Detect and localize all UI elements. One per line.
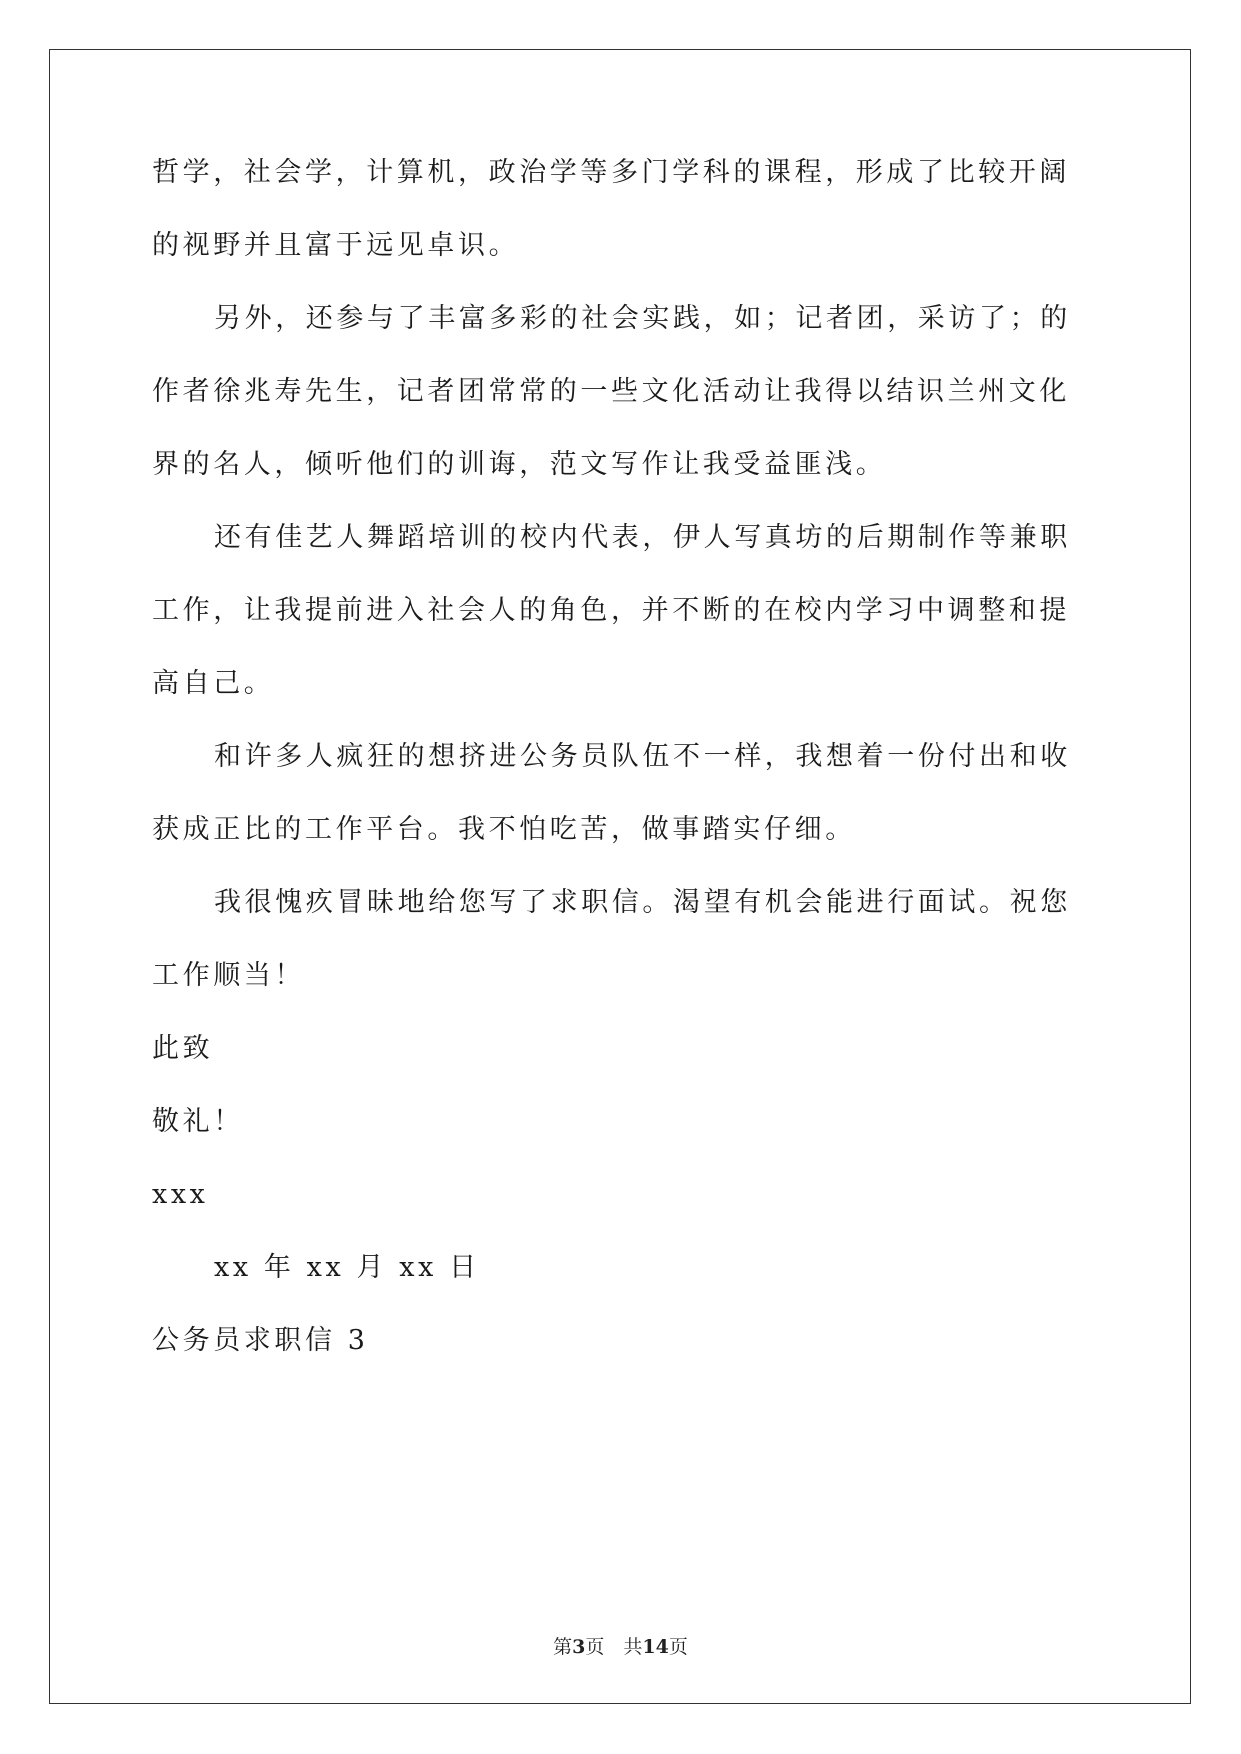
text-line: 还有佳艺人舞蹈培训的校内代表，伊人写真坊的后期制作等兼职 — [214, 522, 1071, 553]
page-footer — [0, 1632, 1241, 1659]
text-line: 工作，让我提前进入社会人的角色，并不断的在校内学习中调整和提 — [152, 595, 1070, 626]
text-line: 我很愧疚冒昧地给您写了求职信。渴望有机会能进行面试。祝您 — [214, 887, 1071, 918]
text-line: 工作顺当！ — [152, 960, 305, 991]
page-mid: 页 共 — [585, 1636, 643, 1658]
text-line: 和许多人疯狂的想挤进公务员队伍不一样，我想着一份付出和收 — [214, 741, 1071, 772]
text-line: 获成正比的工作平台。我不怕吃苦，做事踏实仔细。 — [152, 814, 856, 845]
salutation: 此致 — [152, 1033, 214, 1064]
text-line: 另外，还参与了丰富多彩的社会实践，如；记者团，采访了；的 — [214, 303, 1071, 334]
letter-date: xx 年 xx 月 xx 日 — [214, 1252, 480, 1283]
respect-line: 敬礼！ — [152, 1106, 244, 1137]
text-line: 哲学，社会学，计算机，政治学等多门学科的课程，形成了比较开阔 — [152, 157, 1070, 188]
page-current: 3 — [572, 1636, 586, 1658]
page-suffix: 页 — [668, 1636, 688, 1658]
signature: xxx — [152, 1179, 209, 1210]
text-line: 的视野并且富于远见卓识。 — [152, 230, 520, 261]
text-line: 高自己。 — [152, 668, 275, 699]
page-prefix: 第 — [553, 1636, 573, 1658]
section-heading: 公务员求职信 3 — [152, 1325, 369, 1356]
page-total: 14 — [642, 1636, 669, 1658]
text-line: 界的名人，倾听他们的训诲，范文写作让我受益匪浅。 — [152, 449, 887, 480]
page-frame — [49, 49, 1191, 1704]
text-line: 作者徐兆寿先生，记者团常常的一些文化活动让我得以结识兰州文化 — [152, 376, 1070, 407]
